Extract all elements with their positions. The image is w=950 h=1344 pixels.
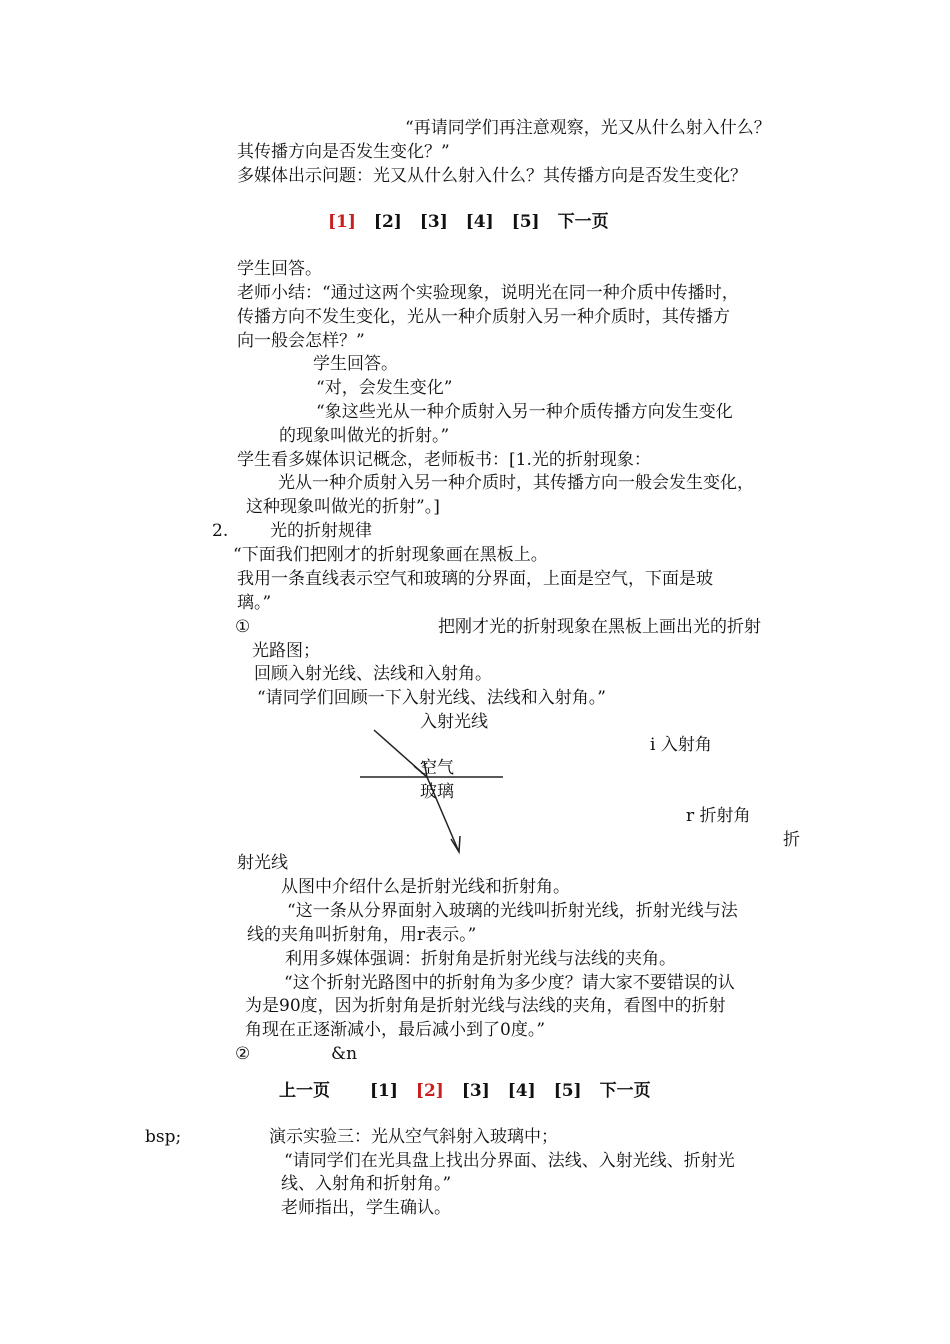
text-line: 线的夹角叫折射角，用r表示。” (247, 925, 477, 945)
page-link-4[interactable]: [4] (507, 1081, 536, 1101)
refracted-ray-label-start: 折 (783, 830, 800, 850)
text-line: 线、入射角和折射角。” (281, 1174, 452, 1194)
next-page-link[interactable]: 下一页 (557, 212, 609, 232)
text-line: 我用一条直线表示空气和玻璃的分界面，上面是空气，下面是玻 (237, 569, 713, 589)
text-line: 这种现象叫做光的折射”。] (246, 497, 440, 517)
text-line: 学生回答。 (237, 259, 322, 279)
text-line: 光路图； (252, 641, 320, 661)
text-line: 璃。” (237, 593, 272, 613)
page-link-2[interactable]: [2] (373, 212, 402, 232)
text-line: “这个折射光路图中的折射角为多少度？请大家不要错误的认 (284, 973, 735, 993)
text-fragment: &n (331, 1044, 358, 1064)
page-link-5[interactable]: [5] (553, 1081, 582, 1101)
page-link-3[interactable]: [3] (419, 212, 448, 232)
text-line: “这一条从分界面射入玻璃的光线叫折射光线，折射光线与法 (287, 901, 738, 921)
text-line: 角现在正逐渐减小，最后减小到了0度。” (245, 1020, 546, 1040)
text-line: “象这些光从一种介质射入另一种介质传播方向发生变化 (316, 402, 733, 422)
page-link-4[interactable]: [4] (465, 212, 494, 232)
incident-angle-label: i 入射角 (650, 735, 712, 755)
page-link-1[interactable]: [1] (370, 1081, 398, 1101)
incident-ray-label: 入射光线 (420, 712, 488, 732)
section-heading: 光的折射规律 (270, 521, 372, 541)
text-line: 学生看多媒体识记概念，老师板书：[1.光的折射现象： (237, 450, 651, 470)
text-line: “请同学们回顾一下入射光线、法线和入射角。” (257, 688, 606, 708)
text-line: 多媒体出示问题：光又从什么射入什么？其传播方向是否发生变化？ (237, 166, 747, 186)
text-line: 老师小结：“通过这两个实验现象，说明光在同一种介质中传播时， (237, 283, 739, 303)
text-line: 的现象叫做光的折射。” (279, 426, 450, 446)
text-line: “对，会发生变化” (316, 378, 453, 398)
text-line: 从图中介绍什么是折射光线和折射角。 (281, 877, 570, 897)
text-line: 回顾入射光线、法线和入射角。 (254, 664, 492, 684)
refraction-angle-label: r 折射角 (686, 806, 751, 826)
glass-label: 玻璃 (420, 782, 454, 802)
text-line: “请同学们在光具盘上找出分界面、法线、入射光线、折射光 (284, 1151, 735, 1171)
page-link-3[interactable]: [3] (461, 1081, 490, 1101)
prev-page-link[interactable]: 上一页 (279, 1081, 330, 1101)
air-label: 空气 (420, 758, 454, 778)
text-line: 老师指出，学生确认。 (281, 1198, 451, 1218)
text-line: 向一般会怎样？” (237, 331, 365, 351)
text-line: 演示实验三：光从空气斜射入玻璃中； (269, 1127, 558, 1147)
text-line: 利用多媒体强调：折射角是折射光线与法线的夹角。 (285, 949, 676, 969)
page-link-2[interactable]: [2] (415, 1081, 444, 1101)
text-line: 学生回答。 (313, 354, 398, 374)
text-line: “下面我们把刚才的折射现象画在黑板上。 (233, 545, 548, 565)
text-line: 其传播方向是否发生变化？” (237, 142, 450, 162)
text-line: 传播方向不发生变化，光从一种介质射入另一种介质时，其传播方 (237, 307, 730, 327)
page-link-1[interactable]: [1] (328, 212, 356, 232)
circled-number: ② (235, 1044, 251, 1064)
text-line: 为是90度，因为折射角是折射光线与法线的夹角，看图中的折射 (245, 996, 726, 1016)
text-line: 光从一种介质射入另一种介质时，其传播方向一般会发生变化， (278, 473, 754, 493)
text-line: 把刚才光的折射现象在黑板上画出光的折射 (438, 617, 761, 637)
text-fragment: bsp; (145, 1127, 182, 1147)
next-page-link[interactable]: 下一页 (599, 1081, 651, 1101)
text-line: “再请同学们再注意观察，光又从什么射入什么？ (405, 118, 771, 138)
circled-number: ① (235, 617, 251, 637)
text-line: 射光线 (237, 853, 288, 873)
section-number: 2. (212, 521, 229, 541)
pagination-bottom (279, 1080, 669, 1102)
page-link-5[interactable]: [5] (511, 212, 540, 232)
